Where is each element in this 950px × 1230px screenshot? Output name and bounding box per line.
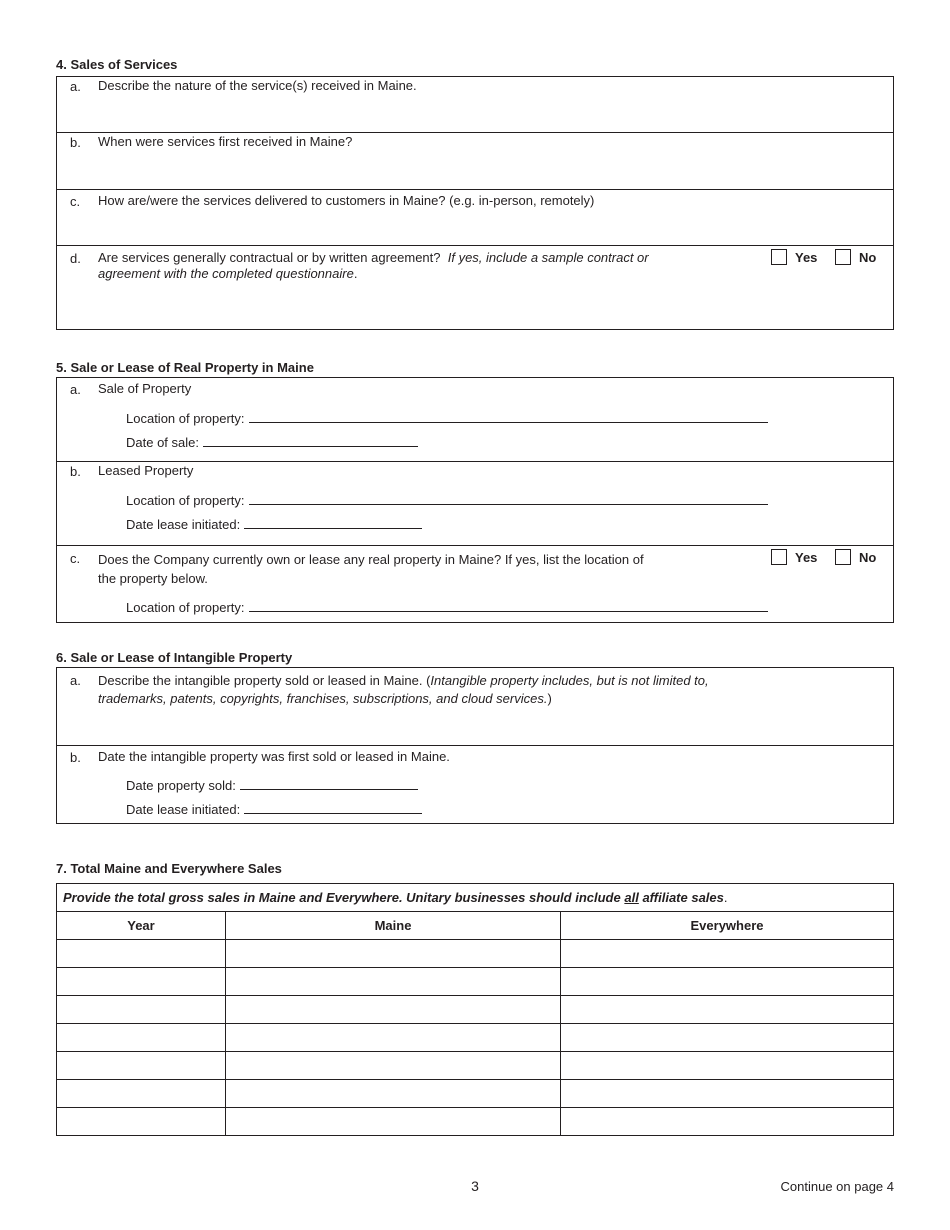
location-field — [126, 491, 768, 508]
item-letter: d. — [70, 251, 81, 266]
instruction-cell — [57, 884, 894, 912]
item-letter: a. — [70, 79, 81, 94]
no-checkbox[interactable] — [835, 549, 851, 565]
item-letter: c. — [70, 551, 81, 566]
section-6-item-a — [57, 668, 893, 745]
item-text-line-1: Does the Company currently own or lease any real property in Maine? If yes, list the location of — [98, 552, 644, 567]
item-letter: c. — [70, 194, 81, 209]
everywhere-cell[interactable] — [561, 940, 894, 968]
item-letter: a. — [70, 673, 81, 688]
maine-cell[interactable] — [226, 1108, 561, 1136]
section-5-box — [56, 377, 894, 623]
sales-table — [56, 883, 894, 1136]
table-row — [57, 1080, 894, 1108]
yes-option[interactable] — [771, 549, 817, 565]
item-text — [98, 250, 708, 282]
date-label: Date lease initiated: — [126, 517, 241, 532]
section-4-item-a — [57, 77, 893, 132]
section-6-box — [56, 667, 894, 824]
item-letter: a. — [70, 382, 81, 397]
date-field — [126, 515, 422, 532]
location-input-line[interactable] — [249, 409, 768, 423]
maine-cell[interactable] — [226, 968, 561, 996]
item-text-italic-2: trademarks, patents, copyrights, franchises, subscriptions, and cloud services. — [98, 691, 548, 706]
date-input-line[interactable] — [203, 433, 418, 447]
no-label: No — [859, 249, 877, 265]
instruction-text: Provide the total gross sales in Maine and Everywhere. Unitary businesses should include — [63, 890, 621, 905]
date-label: Date of sale: — [126, 435, 199, 450]
maine-cell[interactable] — [226, 1052, 561, 1080]
item-text-italic: If yes, include a sample contract or — [447, 250, 649, 265]
item-text-close: ) — [547, 691, 552, 706]
location-label: Location of property: — [126, 600, 245, 615]
yes-label: Yes — [795, 549, 818, 565]
location-input-line[interactable] — [249, 491, 768, 505]
year-cell[interactable] — [57, 1108, 226, 1136]
year-cell[interactable] — [57, 996, 226, 1024]
table-row — [57, 940, 894, 968]
section-4-box — [56, 76, 894, 330]
section-4-title: 4. Sales of Services — [56, 57, 178, 72]
maine-cell[interactable] — [226, 996, 561, 1024]
location-field — [126, 409, 768, 426]
item-letter: b. — [70, 464, 81, 479]
everywhere-cell[interactable] — [561, 996, 894, 1024]
everywhere-cell[interactable] — [561, 968, 894, 996]
table-row — [57, 996, 894, 1024]
everywhere-cell[interactable] — [561, 1052, 894, 1080]
item-text — [98, 550, 708, 588]
page-number: 3 — [471, 1178, 479, 1194]
maine-cell[interactable] — [226, 1080, 561, 1108]
item-text: Sale of Property — [98, 381, 192, 396]
item-letter: b. — [70, 750, 81, 765]
section-4-item-c — [57, 189, 893, 245]
location-label: Location of property: — [126, 411, 245, 426]
item-text-italic-2: agreement with the completed questionnaire — [98, 266, 354, 281]
year-cell[interactable] — [57, 940, 226, 968]
lease-date-label: Date lease initiated: — [126, 802, 241, 817]
date-field — [126, 433, 418, 450]
no-label: No — [859, 549, 877, 565]
year-cell[interactable] — [57, 1080, 226, 1108]
maine-cell[interactable] — [226, 1024, 561, 1052]
section-5-item-b — [57, 461, 893, 545]
section-7-title: 7. Total Maine and Everywhere Sales — [56, 861, 282, 876]
item-text-period: . — [353, 266, 358, 281]
section-4-item-d — [57, 245, 893, 329]
section-5-title: 5. Sale or Lease of Real Property in Maine — [56, 360, 314, 375]
table-row — [57, 1024, 894, 1052]
year-cell[interactable] — [57, 1024, 226, 1052]
section-5-item-c — [57, 545, 893, 622]
sold-date-field — [126, 776, 418, 793]
location-label: Location of property: — [126, 493, 245, 508]
column-header-year: Year — [57, 912, 226, 940]
lease-date-field — [126, 800, 422, 817]
location-input-line[interactable] — [249, 598, 768, 612]
section-5-item-a — [57, 378, 893, 461]
no-option[interactable] — [835, 249, 876, 265]
table-row — [57, 1052, 894, 1080]
yes-label: Yes — [795, 249, 818, 265]
yes-checkbox[interactable] — [771, 549, 787, 565]
sales-table-body — [57, 940, 894, 1136]
instruction-row — [57, 884, 894, 912]
instruction-text-2: affiliate sales — [642, 890, 724, 905]
sold-date-label: Date property sold: — [126, 778, 236, 793]
instruction-underlined: all — [624, 890, 639, 905]
item-text-line-2: the property below. — [98, 571, 208, 586]
no-checkbox[interactable] — [835, 249, 851, 265]
table-row — [57, 1108, 894, 1136]
column-header-maine: Maine — [226, 912, 561, 940]
continue-note: Continue on page 4 — [780, 1179, 894, 1194]
section-4-item-b — [57, 132, 893, 189]
section-6-title: 6. Sale or Lease of Intangible Property — [56, 650, 293, 665]
item-letter: b. — [70, 135, 81, 150]
maine-cell[interactable] — [226, 940, 561, 968]
table-row — [57, 968, 894, 996]
no-option[interactable] — [835, 549, 876, 565]
everywhere-cell[interactable] — [561, 1024, 894, 1052]
item-text — [98, 672, 838, 708]
section-6-item-b — [57, 745, 893, 823]
item-text: Date the intangible property was first sold or leased in Maine. — [98, 749, 450, 764]
everywhere-cell[interactable] — [561, 1080, 894, 1108]
item-text-main: Describe the intangible property sold or leased in Maine. ( — [98, 673, 431, 688]
item-text: When were services first received in Maine? — [98, 134, 353, 149]
sold-date-input-line[interactable] — [240, 776, 418, 790]
item-text: Leased Property — [98, 463, 194, 478]
lease-date-input-line[interactable] — [244, 800, 422, 814]
everywhere-cell[interactable] — [561, 1108, 894, 1136]
instruction-period: . — [723, 890, 728, 905]
year-cell[interactable] — [57, 1052, 226, 1080]
yes-checkbox[interactable] — [771, 249, 787, 265]
header-row — [57, 912, 894, 940]
year-cell[interactable] — [57, 968, 226, 996]
date-input-line[interactable] — [244, 515, 422, 529]
item-text-main: Are services generally contractual or by written agreement? — [98, 250, 441, 265]
yes-option[interactable] — [771, 249, 817, 265]
location-field — [126, 598, 768, 615]
item-text: How are/were the services delivered to customers in Maine? (e.g. in-person, remotely) — [98, 193, 595, 208]
item-text: Describe the nature of the service(s) received in Maine. — [98, 78, 417, 93]
item-text-italic: Intangible property includes, but is not limited to, — [430, 673, 709, 688]
column-header-everywhere: Everywhere — [561, 912, 894, 940]
